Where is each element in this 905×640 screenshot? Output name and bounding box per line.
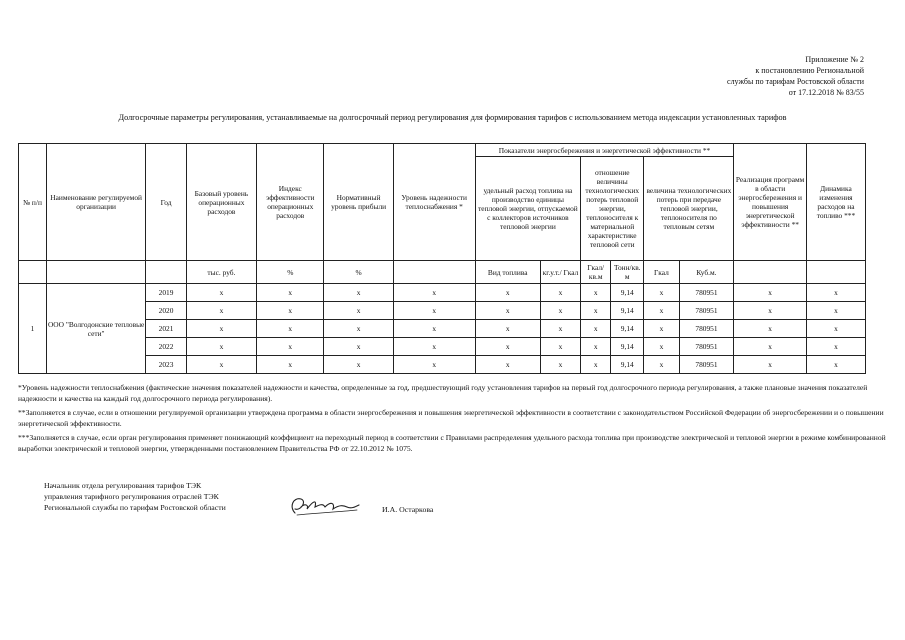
value-cell: x [806,284,865,302]
table-row [19,338,866,356]
header-efficiency-index: Индекс эффективности операционных расходов [257,144,324,261]
footnote-2: **Заполняется в случае, если в отношении регулируемой организации утверждена программа в области энергосбережения и повышения энергетической эффективности в соответствии с законодательством Российской Федерации об энергосбережении и о повышении энергетической эффективности. [18,408,884,428]
table-row [19,356,866,374]
value-cell: 780951 [679,302,734,320]
value-cell: x [324,320,393,338]
header-num: № п/п [19,144,47,261]
unit-cell [19,261,47,284]
year-cell: 2021 [146,320,186,338]
value-cell: x [475,302,540,320]
value-cell: x [734,284,806,302]
value-cell: x [540,302,580,320]
value-cell: x [644,284,679,302]
header-profit: Нормативный уровень прибыли [324,144,393,261]
signatory-block [44,480,226,513]
table-row [19,320,866,338]
value-cell: 780951 [679,338,734,356]
appendix-line: службы по тарифам Ростовской области [727,77,864,86]
value-cell: x [644,356,679,374]
value-cell: x [581,302,611,320]
value-cell: x [581,320,611,338]
value-cell: 9,14 [611,302,644,320]
value-cell: x [186,284,256,302]
footnotes [18,382,887,457]
value-cell: x [581,356,611,374]
value-cell: x [393,338,475,356]
value-cell: x [734,356,806,374]
year-cell: 2019 [146,284,186,302]
header-losses: величина технологических потерь при передаче тепловой энергии, теплоносителя по тепловым сетям [644,157,734,261]
header-org: Наименование регулируемой организации [46,144,145,261]
value-cell: x [806,356,865,374]
table-row [19,302,866,320]
value-cell: x [540,284,580,302]
value-cell: 9,14 [611,320,644,338]
unit-index: % [257,261,324,284]
unit-cell [734,261,806,284]
year-cell: 2022 [146,338,186,356]
value-cell: 780951 [679,320,734,338]
unit-cell [806,261,865,284]
value-cell: 780951 [679,284,734,302]
header-year: Год [146,144,186,261]
signatory-title-line: Региональной службы по тарифам Ростовской области [44,503,226,512]
value-cell: x [540,320,580,338]
unit-base: тыс. руб. [186,261,256,284]
value-cell: 9,14 [611,356,644,374]
value-cell: x [257,284,324,302]
unit-fuel: кг.у.т./ Гкал [540,261,580,284]
header-reliability: Уровень надежности теплоснабжения * [393,144,475,261]
unit-loss-2: Куб.м. [679,261,734,284]
unit-ratio-2: Тонн/кв. м [611,261,644,284]
value-cell: x [186,338,256,356]
header-program: Реализация программ в области энергосбережения и повышения энергетической эффективности ** [734,144,806,261]
value-cell: x [644,320,679,338]
signatory-title-line: Начальник отдела регулирования тарифов ТЭК [44,481,202,490]
footnote-3: ***Заполняется в случае, если орган регулирования применяет понижающий коэффициент на переходный период в соответствии с Правилами распределения удельного расхода топлива при производстве электрической и тепловой энергии в режиме комбинированной выработки электрической и тепловой энергии, утвержденными постановлением Правительства РФ от 22.10.2012 № 1075. [18,433,886,453]
value-cell: x [806,302,865,320]
document-title: Долгосрочные параметры регулирования, устанавливаемые на долгосрочный период регулирования для формирования тарифов с использованием метода индексации установленных тарифов [118,113,787,122]
value-cell: x [734,338,806,356]
unit-fuel-type: Вид топлива [475,261,540,284]
value-cell: x [644,302,679,320]
value-cell: x [186,320,256,338]
value-cell: x [186,356,256,374]
value-cell: x [324,338,393,356]
value-cell: 780951 [679,356,734,374]
unit-cell [146,261,186,284]
value-cell: x [393,302,475,320]
value-cell: x [581,284,611,302]
value-cell: x [475,320,540,338]
value-cell: x [257,302,324,320]
signatory-title-line: управления тарифного регулирования отраслей ТЭК [44,492,219,501]
appendix-line: к постановлению Региональной [755,66,864,75]
value-cell: x [257,356,324,374]
value-cell: x [475,356,540,374]
value-cell: x [393,320,475,338]
year-cell: 2023 [146,356,186,374]
value-cell: 9,14 [611,338,644,356]
appendix-line: от 17.12.2018 № 83/55 [788,88,864,97]
value-cell: x [257,320,324,338]
unit-profit: % [324,261,393,284]
value-cell: x [540,338,580,356]
value-cell: 9,14 [611,284,644,302]
parameters-table [18,143,866,374]
appendix-line: Приложение № 2 [805,55,864,64]
header-dynamics: Динамика изменения расходов на топливо *** [806,144,865,261]
unit-ratio: Гкал/ кв.м [581,261,611,284]
header-specific-fuel: удельный расход топлива на производство единицы тепловой энергии, отпускаемой с коллекторов источников тепловой энергии [475,157,581,261]
header-base-costs: Базовый уровень операционных расходов [186,144,256,261]
value-cell: x [644,338,679,356]
org-number: 1 [19,284,47,374]
handwritten-signature [287,493,362,519]
year-cell: 2020 [146,302,186,320]
value-cell: x [324,356,393,374]
value-cell: x [186,302,256,320]
unit-loss: Гкал [644,261,679,284]
value-cell: x [393,356,475,374]
value-cell: x [734,320,806,338]
value-cell: x [393,284,475,302]
value-cell: x [806,338,865,356]
org-name: ООО "Волгодонские тепловые сети" [46,284,145,374]
value-cell: x [475,284,540,302]
table-row [19,284,866,302]
value-cell: x [475,338,540,356]
header-loss-ratio: отношение величины технологических потерь тепловой энергии, теплоносителя к материальной характеристике тепловой сети [581,157,644,261]
unit-cell [393,261,475,284]
value-cell: x [734,302,806,320]
value-cell: x [257,338,324,356]
value-cell: x [324,302,393,320]
signer-name: И.А. Остаркова [382,505,434,514]
header-energy-group: Показатели энергосбережения и энергетической эффективности ** [475,144,734,157]
value-cell: x [540,356,580,374]
value-cell: x [581,338,611,356]
value-cell: x [806,320,865,338]
footnote-1: *Уровень надежности теплоснабжения (фактические значения показателей надежности и качества, определенные за год, предшествующий году установления тарифов на первый год долгосрочного периода регулирования, а также плановые значения показателей надежности и качества на каждый год долгосрочного периода регулирования). [18,383,868,403]
value-cell: x [324,284,393,302]
appendix-header [727,54,864,98]
unit-cell [46,261,145,284]
